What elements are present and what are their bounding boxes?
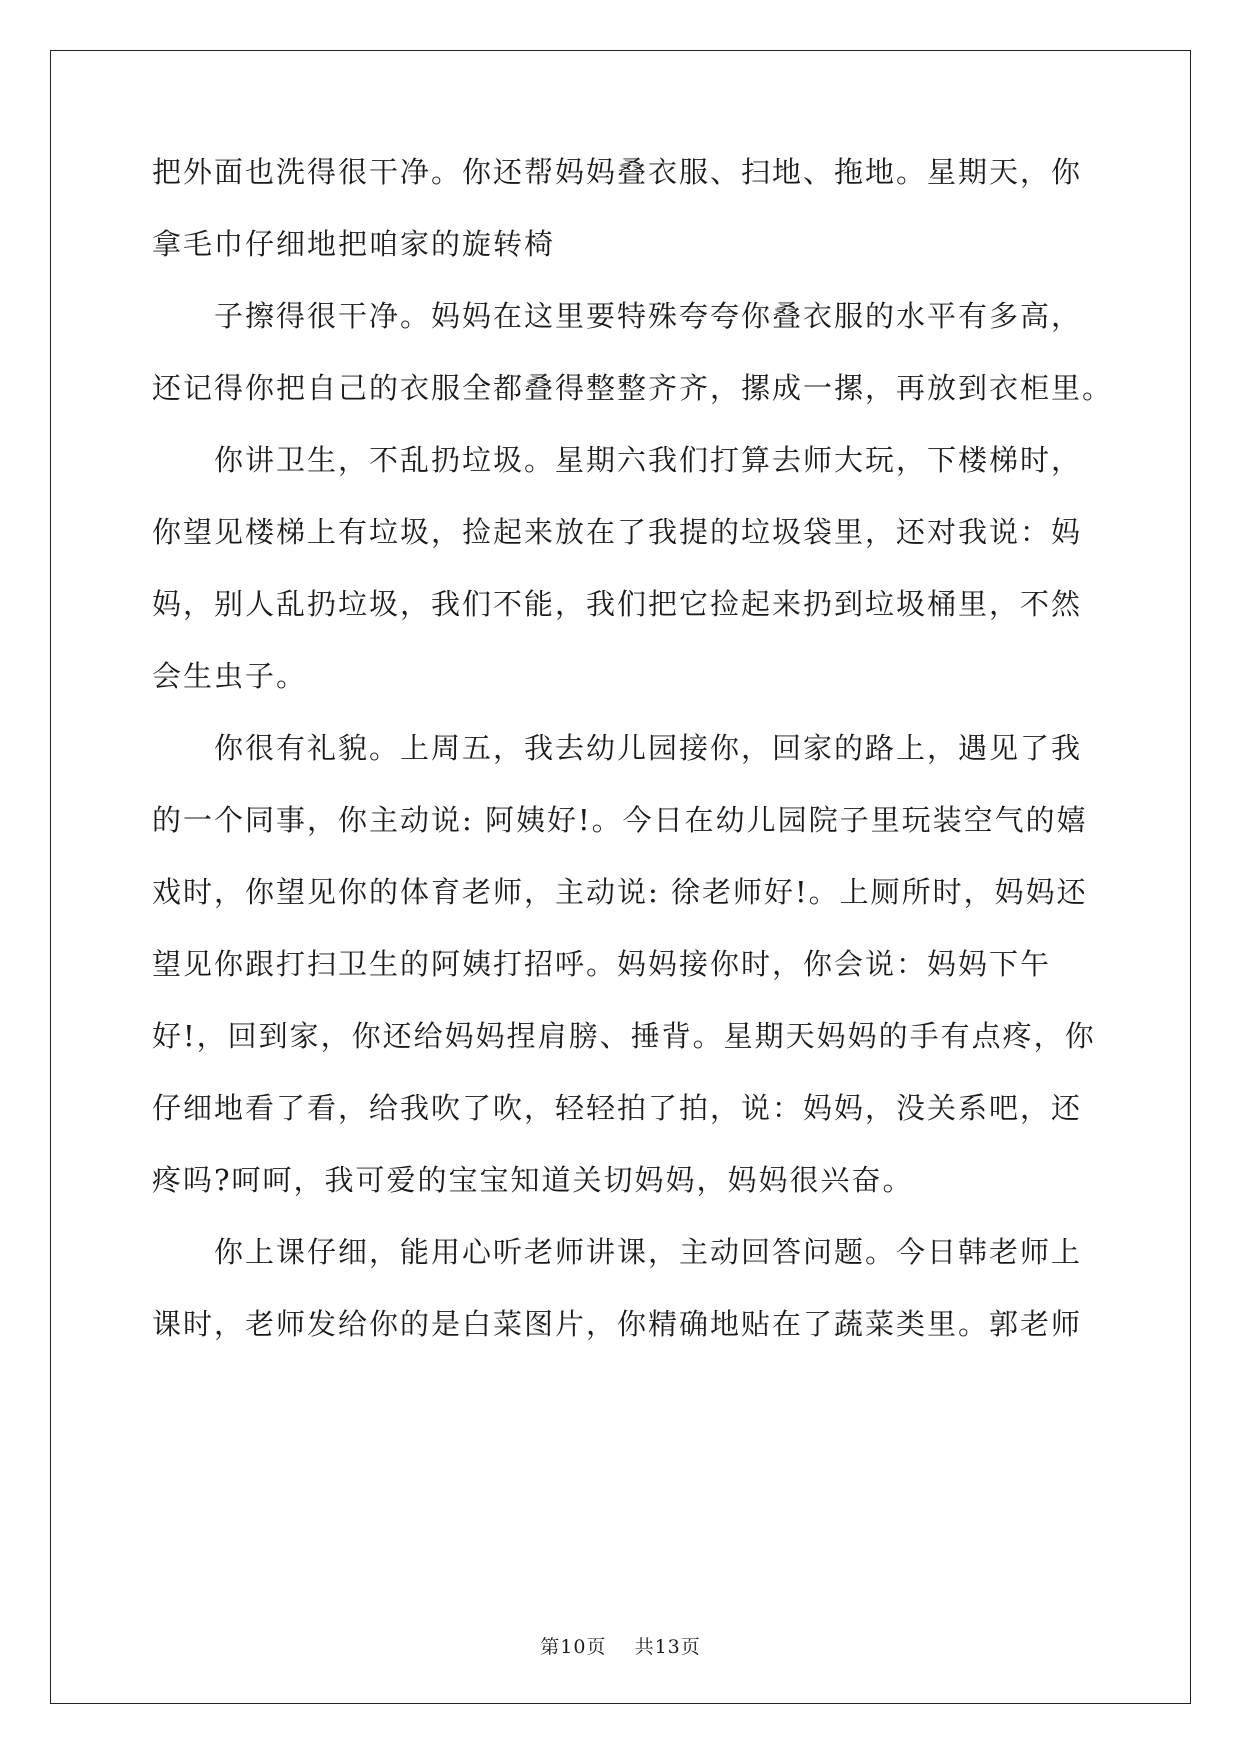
text-line: 还记得你把自己的衣服全都叠得整整齐齐，摞成一摞，再放到衣柜里。 — [152, 371, 1114, 405]
paragraph-start: 你讲卫生，不乱扔垃圾。星期六我们打算去师大玩，下楼梯时， — [214, 443, 1083, 477]
paragraph-start: 你上课仔细，能用心听老师讲课，主动回答问题。今日韩老师上 — [214, 1235, 1083, 1269]
text-line: 妈，别人乱扔垃圾，我们不能，我们把它捡起来扔到垃圾桶里，不然 — [152, 587, 1083, 621]
text-line: 把外面也洗得很干净。你还帮妈妈叠衣服、扫地、拖地。星期天，你 — [152, 155, 1083, 189]
text-line: 戏时，你望见你的体育老师，主动说: 徐老师好!。上厕所时，妈妈还 — [152, 875, 1088, 909]
text-line: 你望见楼梯上有垃圾，捡起来放在了我提的垃圾袋里，还对我说：妈 — [152, 515, 1083, 549]
text-line: 仔细地看了看，给我吹了吹，轻轻拍了拍，说：妈妈，没关系吧，还 — [152, 1091, 1083, 1125]
paragraph-start: 你很有礼貌。上周五，我去幼儿园接你，回家的路上，遇见了我 — [214, 731, 1083, 765]
text-line: 的一个同事，你主动说: 阿姨好!。今日在幼儿园院子里玩装空气的嬉 — [152, 803, 1088, 837]
paragraph-start: 子擦得很干净。妈妈在这里要特殊夸夸你叠衣服的水平有多高， — [214, 299, 1083, 333]
text-line: 好!，回到家，你还给妈妈捏肩膀、捶背。星期天妈妈的手有点疼，你 — [152, 1019, 1096, 1053]
text-line: 望见你跟打扫卫生的阿姨打招呼。妈妈接你时，你会说：妈妈下午 — [152, 947, 1052, 981]
text-line: 拿毛巾仔细地把咱家的旋转椅 — [152, 227, 556, 261]
text-line: 会生虫子。 — [152, 659, 308, 693]
text-line: 课时，老师发给你的是白菜图片，你精确地贴在了蔬菜类里。郭老师 — [152, 1307, 1083, 1341]
text-line: 疼吗?呵呵，我可爱的宝宝知道关切妈妈，妈妈很兴奋。 — [152, 1163, 914, 1197]
page-number: 第10页 共13页 — [540, 1636, 701, 1658]
